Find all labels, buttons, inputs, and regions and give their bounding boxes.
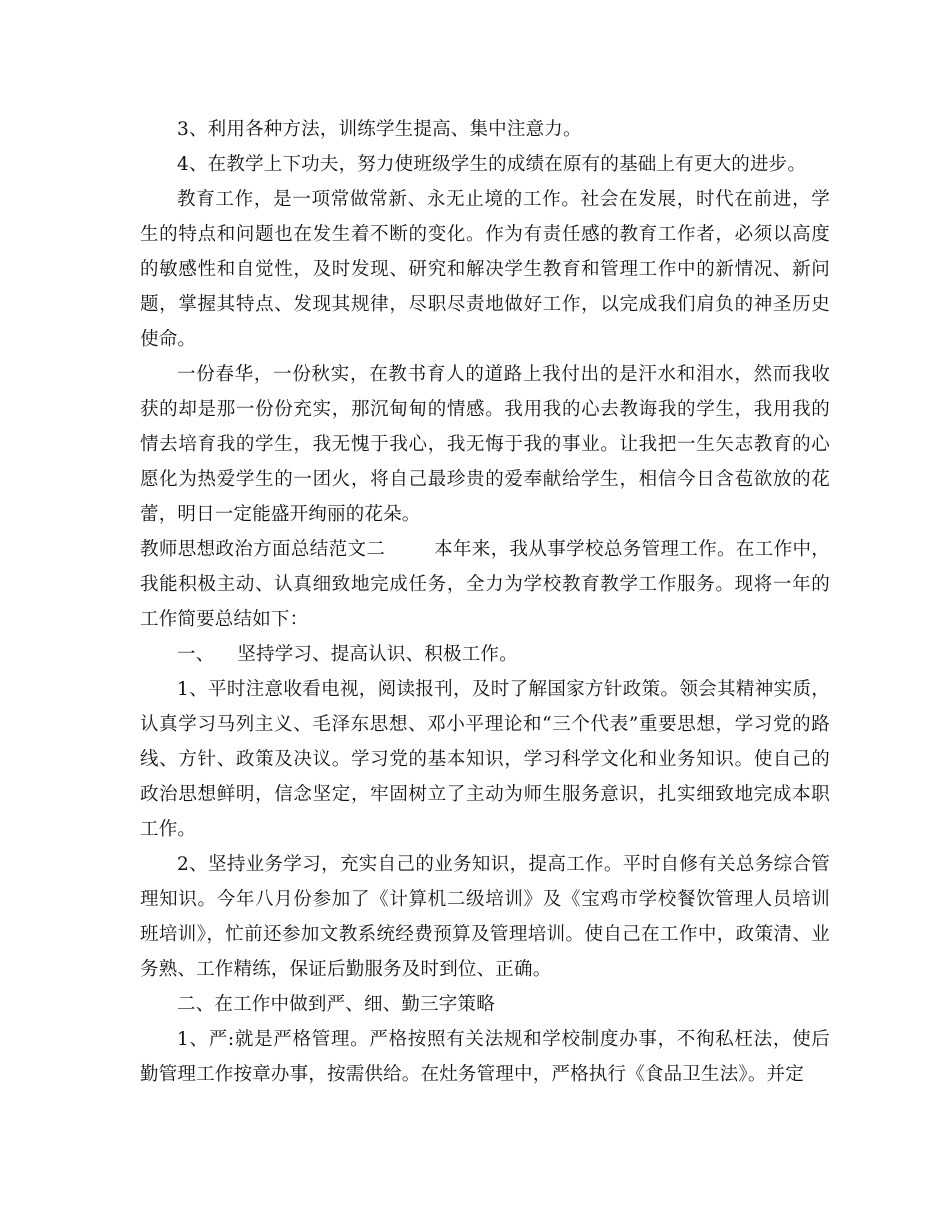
- paragraph-item-4: 4、在教学上下功夫，努力使班级学生的成绩在原有的基础上有更大的进步。: [177, 154, 807, 175]
- paragraph-education-work: 教育工作，是一项常做常新、永无止境的工作。社会在发展，时代在前进，学生的特点和问题也在发生着不断的变化。作为有责任感的教育工作者，必须以高度的敏感性和自觉性，及时发现、研究和解决学生教育和管理工作中的新情况、新问题，掌握其特点、发现其规律，尽职尽责地做好工作，以完成我们肩负的神圣历史使命。: [140, 189, 830, 350]
- document-body: [140, 112, 830, 1092]
- section-heading-two: 二、在工作中做到严、细、勤三字策略: [177, 994, 495, 1015]
- paragraph-spring-autumn: 一份春华，一份秋实，在教书育人的道路上我付出的是汗水和泪水，然而我收获的却是那一份份充实，那沉甸甸的情感。我用我的心去教诲我的学生，我用我的情去培育我的学生，我无愧于我心，我无悔于我的事业。让我把一生矢志教育的心愿化为热爱学生的一团火，将自己最珍贵的爱奉献给学生，相信今日含苞欲放的花蕾，明日一定能盛开绚丽的花朵。: [140, 364, 830, 525]
- section-heading-one: 一、 坚持学习、提高认识、积极工作。: [177, 644, 518, 665]
- section-title-paragraph: 教师思想政治方面总结范文二 本年来，我从事学校总务管理工作。在工作中，我能积极主动、认真细致地完成任务，全力为学校教育教学工作服务。现将一年的工作简要总结如下：: [140, 539, 831, 630]
- paragraph-strict-management: 1、严:就是严格管理。严格按照有关法规和学校制度办事，不徇私枉法，使后勤管理工作按章办事，按需供给。在灶务管理中，严格执行《食品卫生法》。并定: [140, 1029, 830, 1085]
- paragraph-business-study: 2、坚持业务学习，充实自己的业务知识，提高工作。平时自修有关总务综合管理知识。今年八月份参加了《计算机二级培训》及《宝鸡市学校餐饮管理人员培训班培训》，忙前还参加文教系统经费预算及管理培训。使自己在工作中，政策清、业务熟、工作精练，保证后勤服务及时到位、正确。: [140, 854, 830, 980]
- paragraph-item-3: 3、利用各种方法，训练学生提高、集中注意力。: [177, 119, 582, 140]
- paragraph-study-policy: 1、平时注意收看电视，阅读报刊，及时了解国家方针政策。领会其精神实质，认真学习马列主义、毛泽东思想、邓小平理论和“三个代表”重要思想，学习党的路线、方针、政策及决议。学习党的基本知识，学习科学文化和业务知识。使自己的政治思想鲜明，信念坚定，牢固树立了主动为师生服务意识，扎实细致地完成本职工作。: [140, 679, 830, 840]
